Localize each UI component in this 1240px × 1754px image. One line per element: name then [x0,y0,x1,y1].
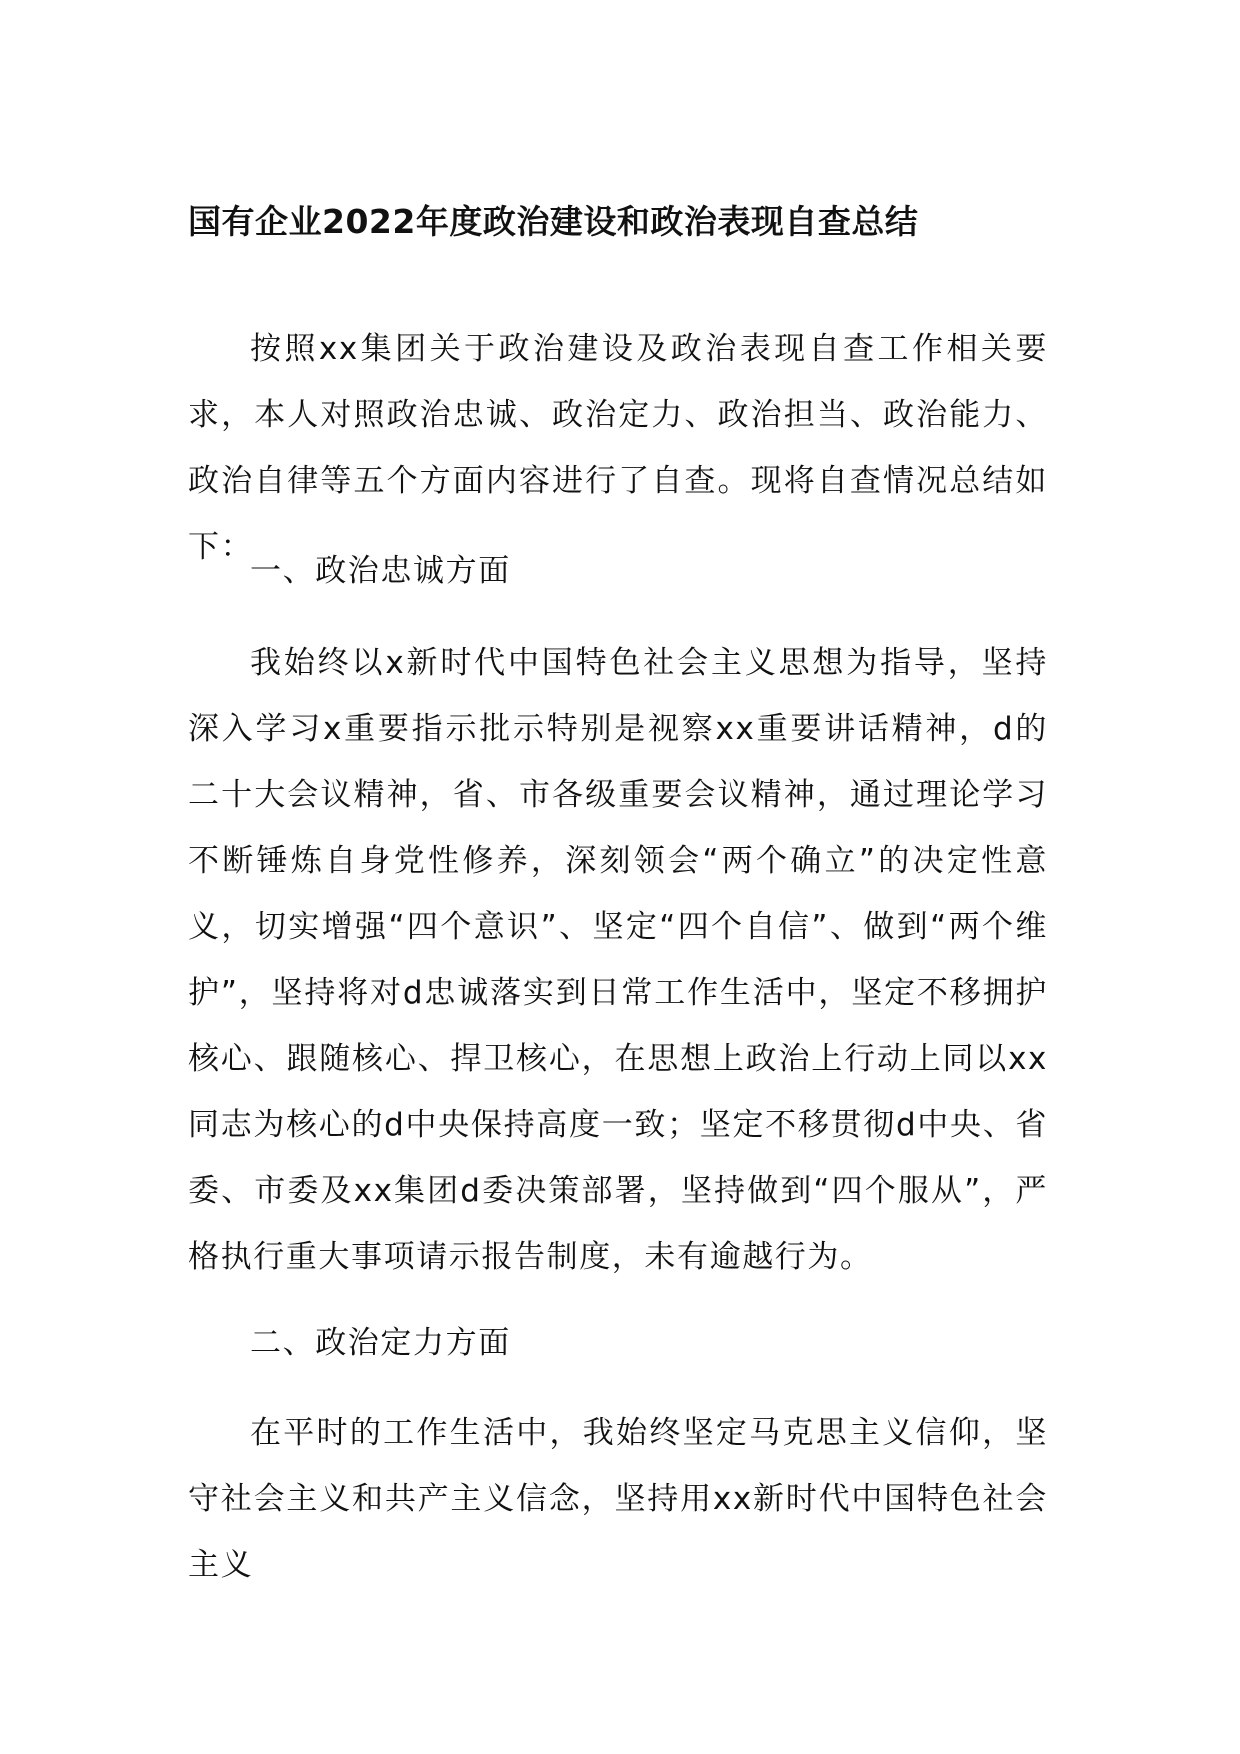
section-heading-political-resolve: 二、政治定力方面 [250,1325,511,1361]
document-title: 国有企业2022年度政治建设和政治表现自查总结 [188,202,919,241]
section-body-political-loyalty: 我始终以x新时代中国特色社会主义思想为指导，坚持深入学习x重要指示批示特别是视察xx重要讲话精神，d的二十大会议精神，省、市各级重要会议精神，通过理论学习不断锤炼自身党性修养，深刻领会“两个确立”的决定性意义，切实增强“四个意识”、坚定“四个自信”、做到“两个维护”，坚持将对d忠诚落实到日常工作生活中，坚定不移拥护核心、跟随核心、捍卫核心，在思想上政治上行动上同以xx同志为核心的d中央保持高度一致；坚定不移贯彻d中央、省委、市委及xx集团d委决策部署，坚持做到“四个服从”，严格执行重大事项请示报告制度，未有逾越行为。 [188,645,1048,1275]
section-body-political-resolve: 在平时的工作生活中，我始终坚定马克思主义信仰，坚守社会主义和共产主义信念，坚持用xx新时代中国特色社会主义 [188,1415,1048,1583]
intro-paragraph: 按照xx集团关于政治建设及政治表现自查工作相关要求，本人对照政治忠诚、政治定力、政治担当、政治能力、政治自律等五个方面内容进行了自查。现将自查情况总结如下： [188,331,1048,565]
section-heading-political-loyalty: 一、政治忠诚方面 [250,553,511,589]
